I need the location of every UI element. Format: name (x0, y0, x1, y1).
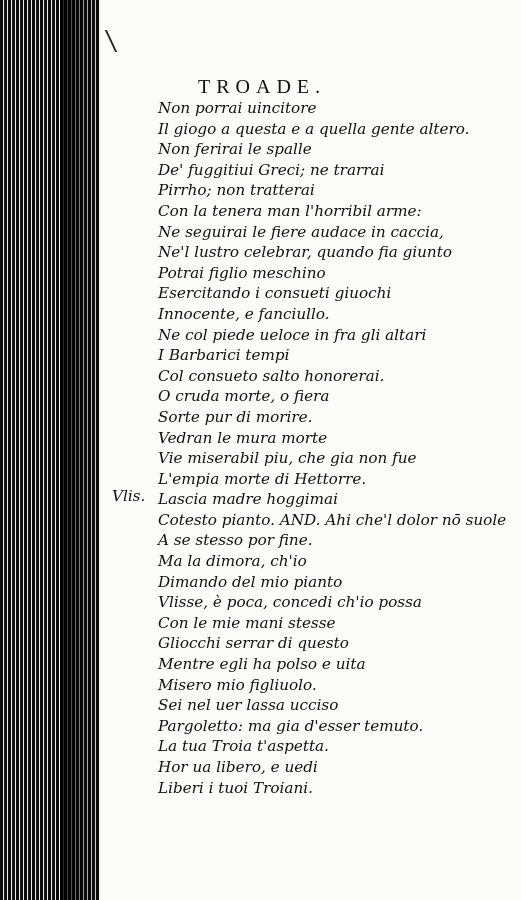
verse-line: Vlisse, è poca, concedi ch'io possa (158, 593, 422, 612)
verse-line: A se stesso por fine. (158, 531, 313, 550)
verse-block (158, 98, 508, 798)
speaker-label: Vlis. (112, 487, 146, 505)
verse-line: I Barbarici tempi (158, 346, 290, 365)
verse-line: Pirrho; non tratterai (158, 181, 315, 200)
verse-line: Vedran le mura morte (158, 428, 328, 447)
verse-line: Ne seguirai le fiere audace in caccia, (158, 222, 444, 241)
verse-line: Ma la dimora, ch'io (158, 552, 307, 571)
gutter-shadow (60, 0, 100, 900)
verse-line: Con la tenera man l'horribil arme: (158, 201, 422, 220)
verse-line: Dimando del mio pianto (158, 572, 343, 591)
verse-line: Non porrai uincitore (158, 99, 317, 117)
verse-line: Sei nel uer lassa ucciso (158, 696, 339, 715)
verse-line: L'empia morte di Hettorre. (158, 469, 367, 488)
verse-line: Vie miserabil piu, che gia non fue (158, 449, 417, 468)
verse-line: Lascia madre hoggimai (158, 490, 338, 509)
running-head: TROADE. (198, 76, 327, 98)
verse-line: Non ferirai le spalle (158, 140, 312, 159)
verse-line: Esercitando i consueti giuochi (158, 284, 392, 303)
verse-line: Ne col piede ueloce in fra gli altari (158, 325, 427, 344)
verse-line: Mentre egli ha polso e uita (158, 655, 366, 674)
verse-line: Il giogo a questa e a quella gente altero. (158, 119, 470, 138)
verse-line: Sorte pur di morire. (158, 407, 313, 426)
verse-line: O cruda morte, o fiera (158, 387, 330, 406)
verse-line: Cotesto pianto. AND. Ahi che'l dolor nō suole (158, 510, 507, 529)
verse-line: De' fuggitiui Greci; ne trarrai (158, 160, 385, 179)
verse-line: Con le mie mani stesse (158, 613, 336, 632)
verse-line: Innocente, e fanciullo. (158, 304, 330, 323)
verse-line: Liberi i tuoi Troiani. (158, 778, 313, 797)
verse-line: Potrai figlio meschino (158, 263, 326, 282)
verse-line: La tua Troia t'aspetta. (158, 737, 329, 756)
verse-line: Hor ua libero, e uedi (158, 758, 318, 776)
verse-line: Ne'l lustro celebrar, quando fia giunto (158, 243, 452, 262)
verse-line: Misero mio figliuolo. (158, 675, 317, 694)
verse-line: Col consueto salto honorerai. (158, 366, 385, 385)
verse-line: Gliocchi serrar di questo (158, 634, 349, 653)
verse-line: Pargoletto: ma gia d'esser temuto. (158, 716, 424, 735)
